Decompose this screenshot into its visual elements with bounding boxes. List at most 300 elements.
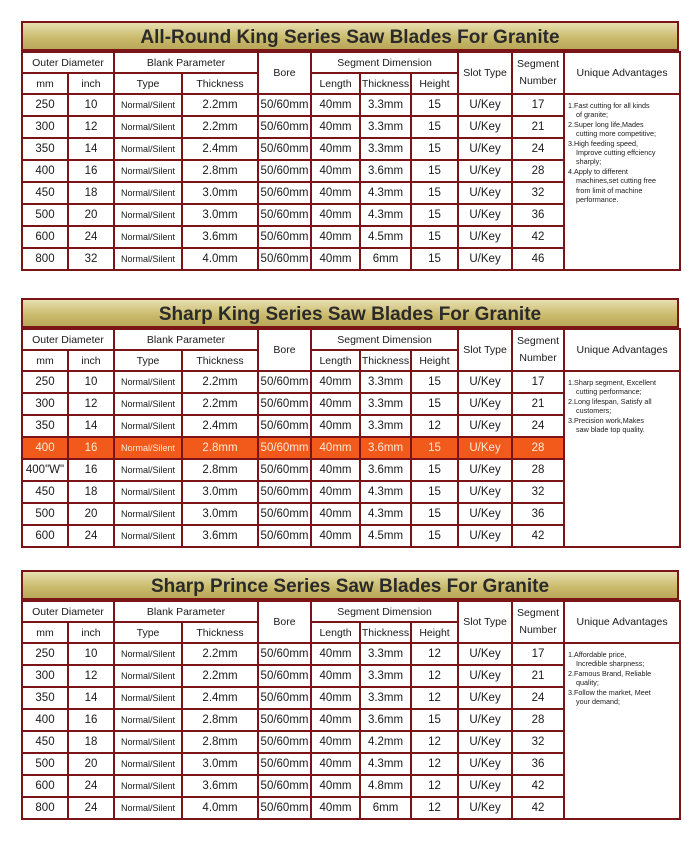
section-title: Sharp Prince Series Saw Blades For Granite: [21, 570, 679, 600]
segment-number-cell: 32: [512, 731, 564, 753]
diameter-inch-cell: 10: [68, 94, 114, 116]
blank-parameter-header: Blank Parameter: [114, 601, 258, 622]
segment-thickness-cell: 4.2mm: [360, 731, 411, 753]
diameter-inch-cell: 18: [68, 182, 114, 204]
blank-thickness-cell: 2.4mm: [182, 138, 258, 160]
segment-length-cell: 40mm: [311, 116, 360, 138]
bore-cell: 50/60mm: [258, 182, 311, 204]
diameter-inch-cell: 16: [68, 709, 114, 731]
diameter-mm-cell: 400: [22, 437, 68, 459]
sharp-king-section: [21, 298, 679, 548]
diameter-inch-cell: 10: [68, 371, 114, 393]
diameter-inch-cell: 16: [68, 459, 114, 481]
diameter-inch-cell: 32: [68, 248, 114, 270]
blade-type-cell: Normal/Silent: [114, 753, 182, 775]
advantage-line: 2.Famous Brand, Reliable: [568, 668, 652, 678]
diameter-inch-cell: 24: [68, 226, 114, 248]
outer-diameter-header: Outer Diameter: [22, 601, 114, 622]
diameter-mm-cell: 350: [22, 138, 68, 160]
slot-type-cell: U/Key: [458, 437, 512, 459]
mm-header: mm: [22, 350, 68, 371]
blank-thickness-cell: 2.8mm: [182, 709, 258, 731]
blank-thickness-cell: 2.4mm: [182, 415, 258, 437]
bore-header: Bore: [258, 601, 311, 643]
blade-type-cell: Normal/Silent: [114, 415, 182, 437]
segment-height-cell: 15: [411, 481, 458, 503]
advantage-line: performance.: [576, 195, 619, 205]
thickness-header: Thickness: [182, 622, 258, 643]
segment-number-cell: 24: [512, 687, 564, 709]
slot-type-cell: U/Key: [458, 204, 512, 226]
segment-height-cell: 15: [411, 116, 458, 138]
segment-height-cell: 15: [411, 371, 458, 393]
bore-cell: 50/60mm: [258, 731, 311, 753]
diameter-mm-cell: 250: [22, 371, 68, 393]
blade-type-cell: Normal/Silent: [114, 687, 182, 709]
all-round-king-section: [21, 21, 679, 271]
advantage-line: machines,set cutting free: [576, 176, 656, 186]
blade-type-cell: Normal/Silent: [114, 481, 182, 503]
segment-height-cell: 15: [411, 182, 458, 204]
segment-number-cell: 21: [512, 393, 564, 415]
segment-number-cell: 28: [512, 437, 564, 459]
diameter-inch-cell: 14: [68, 415, 114, 437]
slot-type-cell: U/Key: [458, 525, 512, 547]
segment-thickness-cell: 3.3mm: [360, 415, 411, 437]
segment-height-cell: 15: [411, 160, 458, 182]
diameter-inch-cell: 24: [68, 525, 114, 547]
blank-thickness-cell: 2.4mm: [182, 687, 258, 709]
segment-number-cell: 36: [512, 753, 564, 775]
bore-cell: 50/60mm: [258, 665, 311, 687]
segment-number-cell: 21: [512, 665, 564, 687]
diameter-mm-cell: 800: [22, 797, 68, 819]
advantage-line: Incredible sharpness;: [576, 659, 645, 669]
bore-cell: 50/60mm: [258, 459, 311, 481]
blade-type-cell: Normal/Silent: [114, 138, 182, 160]
slot-type-cell: U/Key: [458, 643, 512, 665]
segment-length-cell: 40mm: [311, 731, 360, 753]
segment-thickness-cell: 3.3mm: [360, 665, 411, 687]
segment-thickness-cell: 4.3mm: [360, 753, 411, 775]
advantage-line: from limit of machine: [576, 185, 643, 195]
header-row-group: [22, 329, 680, 350]
advantage-line: cutting performance;: [576, 387, 642, 397]
type-header: Type: [114, 73, 182, 94]
bore-cell: 50/60mm: [258, 481, 311, 503]
segment-height-cell: 15: [411, 459, 458, 481]
slot-type-cell: U/Key: [458, 116, 512, 138]
segment-height-cell: 12: [411, 687, 458, 709]
outer-diameter-header: Outer Diameter: [22, 52, 114, 73]
slot-type-cell: U/Key: [458, 94, 512, 116]
diameter-mm-cell: 300: [22, 116, 68, 138]
segment-dimension-header: Segment Dimension: [311, 329, 458, 350]
segment-thickness-cell: 3.3mm: [360, 687, 411, 709]
segment-length-cell: 40mm: [311, 226, 360, 248]
blade-type-cell: Normal/Silent: [114, 248, 182, 270]
segment-thickness-cell: 4.3mm: [360, 204, 411, 226]
segment-thickness-cell: 6mm: [360, 248, 411, 270]
diameter-mm-cell: 500: [22, 753, 68, 775]
segment-thickness-cell: 4.3mm: [360, 182, 411, 204]
segment-number-cell: 17: [512, 94, 564, 116]
slot-type-cell: U/Key: [458, 665, 512, 687]
segment-number-header: Segment Number: [512, 329, 564, 371]
diameter-mm-cell: 400: [22, 709, 68, 731]
mm-header: mm: [22, 622, 68, 643]
segment-length-cell: 40mm: [311, 371, 360, 393]
slot-type-cell: U/Key: [458, 797, 512, 819]
blade-type-cell: Normal/Silent: [114, 204, 182, 226]
sharp-prince-section: [21, 570, 679, 820]
advantage-line: of granite;: [576, 110, 609, 120]
advantage-line: 1.Affordable price,: [568, 650, 627, 659]
unique-advantages-text: [564, 643, 680, 819]
segment-number-cell: 24: [512, 415, 564, 437]
blank-thickness-cell: 2.2mm: [182, 393, 258, 415]
diameter-inch-cell: 14: [68, 138, 114, 160]
segment-height-cell: 12: [411, 415, 458, 437]
segment-height-cell: 15: [411, 503, 458, 525]
length-header: Length: [311, 350, 360, 371]
segment-number-header: Segment Number: [512, 52, 564, 94]
segment-thickness-cell: 4.5mm: [360, 226, 411, 248]
bore-cell: 50/60mm: [258, 797, 311, 819]
segment-number-cell: 42: [512, 525, 564, 547]
slot-type-header: Slot Type: [458, 52, 512, 94]
slot-type-cell: U/Key: [458, 775, 512, 797]
segment-dimension-header: Segment Dimension: [311, 601, 458, 622]
diameter-inch-cell: 24: [68, 797, 114, 819]
segment-length-cell: 40mm: [311, 182, 360, 204]
diameter-mm-cell: 800: [22, 248, 68, 270]
blank-thickness-cell: 2.2mm: [182, 665, 258, 687]
blank-thickness-cell: 2.8mm: [182, 437, 258, 459]
segment-thickness-cell: 3.6mm: [360, 160, 411, 182]
segment-thickness-cell: 4.8mm: [360, 775, 411, 797]
blank-thickness-cell: 2.2mm: [182, 643, 258, 665]
segment-number-cell: 46: [512, 248, 564, 270]
segment-number-cell: 28: [512, 160, 564, 182]
advantage-line: 3.Precision work,Makes: [568, 415, 644, 425]
segment-thickness-header: Thickness: [360, 73, 411, 94]
diameter-inch-cell: 18: [68, 731, 114, 753]
segment-height-cell: 15: [411, 525, 458, 547]
blade-type-cell: Normal/Silent: [114, 371, 182, 393]
segment-height-cell: 15: [411, 138, 458, 160]
segment-thickness-cell: 4.5mm: [360, 525, 411, 547]
outer-diameter-header: Outer Diameter: [22, 329, 114, 350]
diameter-inch-cell: 16: [68, 437, 114, 459]
unique-advantages-text: [564, 371, 680, 547]
segment-thickness-header: Thickness: [360, 622, 411, 643]
slot-type-cell: U/Key: [458, 160, 512, 182]
slot-type-header: Slot Type: [458, 329, 512, 371]
blank-thickness-cell: 2.8mm: [182, 459, 258, 481]
table-row: [22, 643, 680, 665]
blank-thickness-cell: 2.2mm: [182, 116, 258, 138]
blank-thickness-cell: 3.0mm: [182, 753, 258, 775]
segment-thickness-cell: 3.3mm: [360, 371, 411, 393]
height-header: Height: [411, 73, 458, 94]
segment-thickness-cell: 3.3mm: [360, 138, 411, 160]
type-header: Type: [114, 350, 182, 371]
segment-number-cell: 42: [512, 775, 564, 797]
segment-length-cell: 40mm: [311, 393, 360, 415]
slot-type-cell: U/Key: [458, 753, 512, 775]
segment-number-cell: 28: [512, 709, 564, 731]
diameter-mm-cell: 450: [22, 182, 68, 204]
blank-thickness-cell: 2.8mm: [182, 731, 258, 753]
type-header: Type: [114, 622, 182, 643]
spec-table: [21, 600, 681, 820]
diameter-inch-cell: 12: [68, 665, 114, 687]
bore-cell: 50/60mm: [258, 525, 311, 547]
segment-length-cell: 40mm: [311, 160, 360, 182]
table-row: [22, 371, 680, 393]
inch-header: inch: [68, 73, 114, 94]
segment-height-cell: 15: [411, 94, 458, 116]
spec-table: [21, 328, 681, 548]
thickness-header: Thickness: [182, 73, 258, 94]
slot-type-cell: U/Key: [458, 459, 512, 481]
blade-type-cell: Normal/Silent: [114, 503, 182, 525]
diameter-inch-cell: 20: [68, 753, 114, 775]
blank-thickness-cell: 3.0mm: [182, 182, 258, 204]
blank-thickness-cell: 3.6mm: [182, 226, 258, 248]
segment-thickness-cell: 3.3mm: [360, 643, 411, 665]
bore-cell: 50/60mm: [258, 116, 311, 138]
diameter-mm-cell: 350: [22, 415, 68, 437]
diameter-mm-cell: 350: [22, 687, 68, 709]
segment-length-cell: 40mm: [311, 665, 360, 687]
advantage-line: saw blade top quality.: [576, 425, 645, 435]
unique-advantages-text: [564, 94, 680, 270]
blade-type-cell: Normal/Silent: [114, 160, 182, 182]
diameter-inch-cell: 18: [68, 481, 114, 503]
segment-thickness-cell: 3.3mm: [360, 393, 411, 415]
diameter-mm-cell: 400: [22, 160, 68, 182]
segment-length-cell: 40mm: [311, 248, 360, 270]
blank-thickness-cell: 2.8mm: [182, 160, 258, 182]
segment-height-cell: 12: [411, 665, 458, 687]
blank-parameter-header: Blank Parameter: [114, 329, 258, 350]
segment-height-cell: 12: [411, 775, 458, 797]
bore-cell: 50/60mm: [258, 248, 311, 270]
advantage-line: 2.Super long life,Mades: [568, 119, 644, 129]
blank-thickness-cell: 3.0mm: [182, 503, 258, 525]
spec-table: [21, 51, 681, 271]
segment-length-cell: 40mm: [311, 138, 360, 160]
slot-type-cell: U/Key: [458, 226, 512, 248]
segment-number-cell: 17: [512, 371, 564, 393]
segment-length-cell: 40mm: [311, 94, 360, 116]
segment-number-cell: 24: [512, 138, 564, 160]
advantage-line: sharply;: [576, 157, 602, 167]
bore-cell: 50/60mm: [258, 753, 311, 775]
segment-thickness-cell: 6mm: [360, 797, 411, 819]
diameter-inch-cell: 20: [68, 204, 114, 226]
slot-type-cell: U/Key: [458, 415, 512, 437]
segment-height-cell: 15: [411, 437, 458, 459]
advantage-line: 2.Long lifespan, Satisfy all: [568, 396, 652, 406]
blank-thickness-cell: 4.0mm: [182, 797, 258, 819]
advantage-line: your demand;: [576, 697, 620, 707]
segment-length-cell: 40mm: [311, 709, 360, 731]
mm-header: mm: [22, 73, 68, 94]
diameter-mm-cell: 300: [22, 393, 68, 415]
slot-type-cell: U/Key: [458, 182, 512, 204]
segment-length-cell: 40mm: [311, 481, 360, 503]
segment-length-cell: 40mm: [311, 204, 360, 226]
bore-header: Bore: [258, 329, 311, 371]
segment-length-cell: 40mm: [311, 753, 360, 775]
segment-height-cell: 15: [411, 226, 458, 248]
blade-type-cell: Normal/Silent: [114, 525, 182, 547]
blank-thickness-cell: 3.0mm: [182, 204, 258, 226]
bore-cell: 50/60mm: [258, 643, 311, 665]
diameter-mm-cell: 250: [22, 94, 68, 116]
blade-type-cell: Normal/Silent: [114, 393, 182, 415]
diameter-inch-cell: 24: [68, 775, 114, 797]
blade-type-cell: Normal/Silent: [114, 709, 182, 731]
section-title: Sharp King Series Saw Blades For Granite: [21, 298, 679, 328]
length-header: Length: [311, 73, 360, 94]
advantage-line: Improve cutting effciency: [576, 148, 656, 158]
segment-length-cell: 40mm: [311, 643, 360, 665]
blade-type-cell: Normal/Silent: [114, 94, 182, 116]
diameter-mm-cell: 450: [22, 481, 68, 503]
blank-thickness-cell: 4.0mm: [182, 248, 258, 270]
slot-type-cell: U/Key: [458, 687, 512, 709]
bore-cell: 50/60mm: [258, 138, 311, 160]
slot-type-cell: U/Key: [458, 393, 512, 415]
segment-number-cell: 32: [512, 481, 564, 503]
bore-cell: 50/60mm: [258, 415, 311, 437]
segment-height-cell: 15: [411, 709, 458, 731]
blade-type-cell: Normal/Silent: [114, 775, 182, 797]
advantage-line: 4.Apply to different: [568, 166, 628, 176]
segment-height-cell: 15: [411, 204, 458, 226]
unique-advantages-header: Unique Advantages: [564, 601, 680, 643]
segment-height-cell: 12: [411, 753, 458, 775]
segment-thickness-cell: 3.3mm: [360, 116, 411, 138]
segment-length-cell: 40mm: [311, 459, 360, 481]
bore-cell: 50/60mm: [258, 94, 311, 116]
blade-type-cell: Normal/Silent: [114, 459, 182, 481]
advantage-line: 3.Follow the market, Meet: [568, 687, 651, 697]
advantage-line: 1.Sharp segment, Excellent: [568, 378, 656, 387]
bore-cell: 50/60mm: [258, 371, 311, 393]
header-row-group: [22, 52, 680, 73]
blade-type-cell: Normal/Silent: [114, 226, 182, 248]
segment-height-cell: 15: [411, 393, 458, 415]
blade-type-cell: Normal/Silent: [114, 116, 182, 138]
segment-dimension-header: Segment Dimension: [311, 52, 458, 73]
bore-cell: 50/60mm: [258, 503, 311, 525]
bore-cell: 50/60mm: [258, 226, 311, 248]
advantage-line: quality;: [576, 678, 599, 688]
segment-length-cell: 40mm: [311, 687, 360, 709]
segment-height-cell: 12: [411, 797, 458, 819]
slot-type-cell: U/Key: [458, 731, 512, 753]
blade-type-cell: Normal/Silent: [114, 731, 182, 753]
bore-cell: 50/60mm: [258, 437, 311, 459]
segment-length-cell: 40mm: [311, 797, 360, 819]
blank-thickness-cell: 2.2mm: [182, 94, 258, 116]
blank-thickness-cell: 3.6mm: [182, 525, 258, 547]
blank-thickness-cell: 2.2mm: [182, 371, 258, 393]
segment-length-cell: 40mm: [311, 437, 360, 459]
slot-type-cell: U/Key: [458, 709, 512, 731]
advantage-line: customers;: [576, 406, 612, 416]
diameter-mm-cell: 450: [22, 731, 68, 753]
diameter-inch-cell: 16: [68, 160, 114, 182]
inch-header: inch: [68, 622, 114, 643]
slot-type-header: Slot Type: [458, 601, 512, 643]
bore-cell: 50/60mm: [258, 393, 311, 415]
advantage-line: 1.Fast cutting for all kinds: [568, 101, 650, 110]
blank-thickness-cell: 3.6mm: [182, 775, 258, 797]
blade-type-cell: Normal/Silent: [114, 643, 182, 665]
segment-number-cell: 28: [512, 459, 564, 481]
segment-length-cell: 40mm: [311, 775, 360, 797]
header-row-group: [22, 601, 680, 622]
thickness-header: Thickness: [182, 350, 258, 371]
segment-number-cell: 42: [512, 226, 564, 248]
segment-thickness-cell: 3.6mm: [360, 709, 411, 731]
segment-height-cell: 12: [411, 643, 458, 665]
height-header: Height: [411, 350, 458, 371]
segment-number-cell: 21: [512, 116, 564, 138]
diameter-mm-cell: 600: [22, 775, 68, 797]
segment-number-cell: 36: [512, 204, 564, 226]
bore-cell: 50/60mm: [258, 687, 311, 709]
blank-thickness-cell: 3.0mm: [182, 481, 258, 503]
diameter-inch-cell: 10: [68, 643, 114, 665]
segment-number-cell: 36: [512, 503, 564, 525]
diameter-mm-cell: 600: [22, 525, 68, 547]
height-header: Height: [411, 622, 458, 643]
segment-number-cell: 42: [512, 797, 564, 819]
segment-height-cell: 15: [411, 248, 458, 270]
bore-cell: 50/60mm: [258, 709, 311, 731]
unique-advantages-header: Unique Advantages: [564, 329, 680, 371]
blade-type-cell: Normal/Silent: [114, 182, 182, 204]
diameter-mm-cell: 500: [22, 503, 68, 525]
slot-type-cell: U/Key: [458, 248, 512, 270]
blade-type-cell: Normal/Silent: [114, 437, 182, 459]
diameter-inch-cell: 20: [68, 503, 114, 525]
advantage-line: cutting more competitive;: [576, 129, 656, 139]
segment-length-cell: 40mm: [311, 503, 360, 525]
diameter-mm-cell: 300: [22, 665, 68, 687]
segment-number-header: Segment Number: [512, 601, 564, 643]
slot-type-cell: U/Key: [458, 371, 512, 393]
unique-advantages-header: Unique Advantages: [564, 52, 680, 94]
segment-thickness-cell: 3.3mm: [360, 94, 411, 116]
bore-header: Bore: [258, 52, 311, 94]
length-header: Length: [311, 622, 360, 643]
section-title: All-Round King Series Saw Blades For Granite: [21, 21, 679, 51]
segment-thickness-cell: 3.6mm: [360, 437, 411, 459]
slot-type-cell: U/Key: [458, 138, 512, 160]
segment-thickness-cell: 4.3mm: [360, 503, 411, 525]
diameter-inch-cell: 12: [68, 116, 114, 138]
diameter-inch-cell: 12: [68, 393, 114, 415]
diameter-mm-cell: 600: [22, 226, 68, 248]
